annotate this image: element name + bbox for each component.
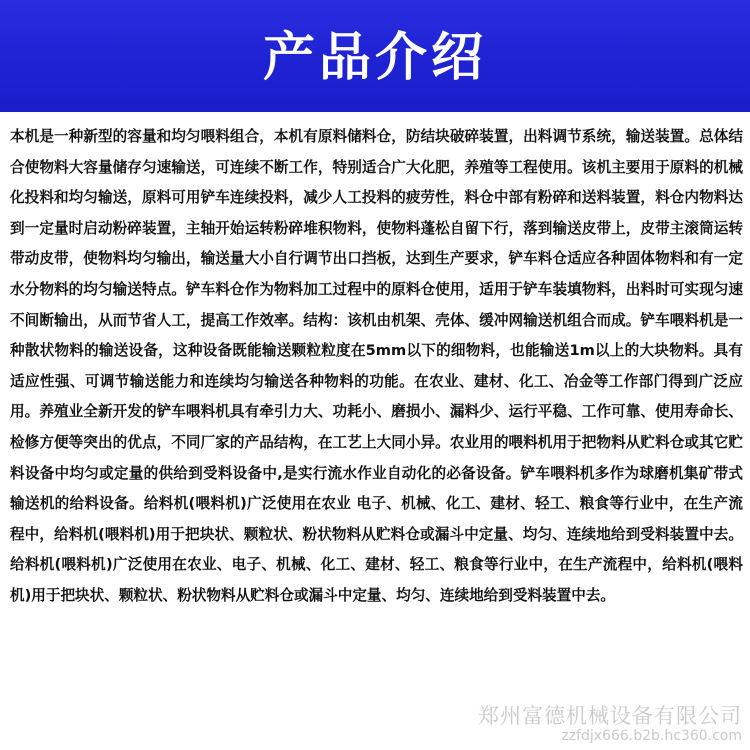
- watermark: [478, 704, 742, 744]
- header-banner: [0, 0, 750, 112]
- page-title: 产品介绍: [262, 28, 487, 88]
- product-description: 本机是一种新型的容量和均匀喂料组合，本机有原料储料仓，防结块破碎装置，出料调节系统，输送装置。总体结合使物料大容量储存匀速输送，可连续不断工作，特别适合广大化肥，养殖等工程使用。该机主要用于原料的机械化投料和均匀输送，原料可用铲车连续投料，减少人工投料的疲劳性，料仓中部有粉碎和送料装置，料仓内物料达到一定量时启动粉碎装置，主轴开始运转粉碎堆积物料，使物料蓬松自留下行，落到输送皮带上，皮带主滚筒运转带动皮带，使物料均匀输出，输送量大小自行调节出口挡板，达到生产要求，铲车料仓适应各种固体物料和有一定水分物料的均匀输送特点。铲车料仓作为物料加工过程中的原料仓使用，适用于铲车装填物料，出料时可实现匀速不间断输出，从而节省人工，提高工作效率。结构：该机由机架、壳体、缓冲网输送机组合而成。铲车喂料机是一种散状物料的输送设备，这种设备既能输送颗粒粒度在5mm以下的细物料，也能输送1m以上的大块物料。具有适应性强、可调节输送能力和连续均匀输送各种物料的功能。在农业、建材、化工、冶金等工作部门得到广泛应用。养殖业全新开发的铲车喂料机具有牵引力大、功耗小、磨损小、漏料少、运行平稳、工作可靠、使用寿命长、检修方便等突出的优点，不同厂家的产品结构，在工艺上大同小异。农业用的喂料机用于把物料从贮料仓或其它贮料设备中均匀或定量的供给到受料设备中,是实行流水作业自动化的必备设备。铲车喂料机多作为球磨机集矿带式输送机的给料设备。给料机(喂料机)广泛使用在农业 电子、机械、化工、建材、轻工、粮食等行业中，在生产流程中，给料机(喂料机)用于把块状、颗粒状、粉状物料从贮料仓或漏斗中定量、均匀、连续地给到受料装置中去。给料机(喂料机)广泛使用在农业、电子、机械、化工、建材、轻工、粮食等行业中，在生产流程中，给料机(喂料机)用于把块状、颗粒状、粉状物料从贮料仓或漏斗中定量、均匀、连续地给到受料装置中去。: [10, 128, 743, 604]
- watermark-url: zzfdjx666.b2b.hc360.com: [561, 727, 742, 744]
- watermark-company: 郑州富德机械设备有限公司: [478, 703, 742, 728]
